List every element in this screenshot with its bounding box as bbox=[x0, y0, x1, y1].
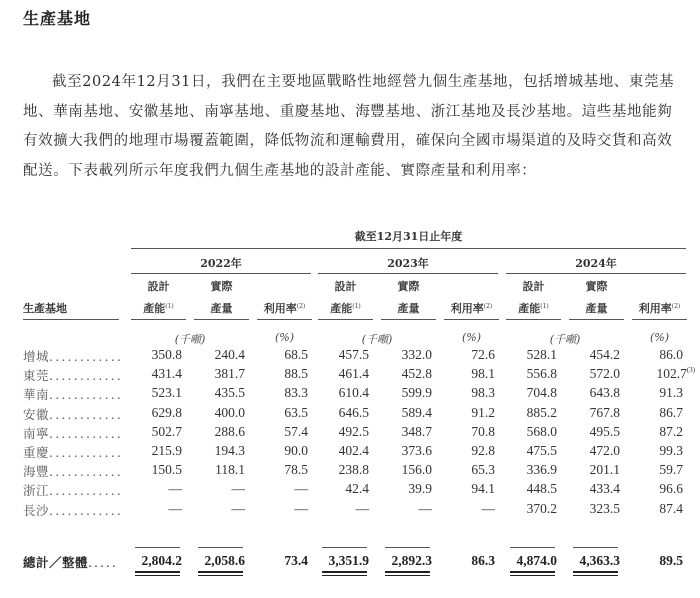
cell-value: 448.5 bbox=[526, 481, 557, 496]
unit-thousand-tonnes: (千噸) bbox=[549, 333, 581, 346]
cell-value: 348.7 bbox=[401, 424, 432, 439]
column-header-line1: 實際 bbox=[585, 280, 608, 293]
cell-value: 70.8 bbox=[471, 424, 495, 439]
cell-value: 215.9 bbox=[151, 443, 182, 458]
cell-value: — bbox=[168, 501, 182, 516]
table-cell bbox=[506, 462, 557, 478]
table-cell bbox=[318, 462, 369, 478]
table-cell bbox=[131, 501, 182, 517]
subtotal-rule bbox=[510, 547, 555, 548]
table-cell bbox=[257, 501, 308, 517]
table-cell bbox=[632, 501, 683, 517]
base-name: 安徽 bbox=[23, 407, 50, 422]
subtotal-rule bbox=[135, 547, 180, 548]
cell-value: 572.0 bbox=[589, 366, 620, 381]
double-underline-thick bbox=[135, 571, 180, 573]
column-header bbox=[506, 277, 561, 319]
column-header-label: 產量 bbox=[397, 302, 420, 315]
column-header-label: 產量 bbox=[210, 302, 233, 315]
table-cell bbox=[194, 501, 245, 517]
table-cell bbox=[257, 385, 308, 401]
table-cell bbox=[194, 443, 245, 459]
cell-value: 63.5 bbox=[284, 405, 308, 420]
column-header-label: 產量 bbox=[585, 302, 608, 315]
table-cell bbox=[131, 347, 182, 363]
cell-value: 461.4 bbox=[338, 366, 369, 381]
cell-value: 381.7 bbox=[214, 366, 245, 381]
double-underline-thin bbox=[510, 575, 555, 576]
column-header-underline bbox=[632, 319, 687, 320]
column-header-line2 bbox=[444, 297, 499, 319]
table-cell bbox=[506, 481, 557, 497]
column-header bbox=[569, 277, 624, 319]
column-header-underline bbox=[444, 319, 499, 320]
footnote-marker: (2) bbox=[671, 303, 681, 310]
column-header-underline bbox=[131, 319, 186, 320]
table-cell bbox=[569, 481, 620, 497]
total-cell: 2,058.6 bbox=[204, 553, 245, 568]
base-name: 浙江 bbox=[23, 483, 50, 498]
leader-dots: ..... bbox=[88, 555, 118, 570]
table-cell bbox=[257, 462, 308, 478]
column-header-line1 bbox=[632, 277, 687, 297]
cell-value: 704.8 bbox=[526, 385, 557, 400]
unit-percent: (%) bbox=[461, 331, 482, 344]
column-header-line2 bbox=[257, 297, 312, 319]
cell-value: 472.0 bbox=[589, 443, 620, 458]
column-header bbox=[444, 277, 499, 319]
cell-value: 86.0 bbox=[659, 347, 683, 362]
table-cell bbox=[257, 481, 308, 497]
cell-value: 350.8 bbox=[151, 347, 182, 362]
column-header bbox=[131, 277, 186, 319]
row-label bbox=[23, 366, 123, 384]
table-cell bbox=[257, 347, 308, 363]
footnote-marker: (2) bbox=[483, 303, 493, 310]
table-cell bbox=[318, 481, 369, 497]
table-cell bbox=[632, 443, 683, 459]
table-cell bbox=[131, 443, 182, 459]
cell-value: 332.0 bbox=[401, 347, 432, 362]
table-cell bbox=[569, 501, 620, 517]
column-header-underline bbox=[381, 319, 436, 320]
column-header-line1: 設計 bbox=[334, 280, 357, 293]
column-header bbox=[381, 277, 436, 319]
cell-value: 92.8 bbox=[471, 443, 495, 458]
table-cell bbox=[632, 424, 683, 440]
row-label bbox=[23, 424, 123, 442]
total-cell: 73.4 bbox=[284, 553, 308, 568]
column-header-line1: 設計 bbox=[147, 280, 170, 293]
cell-value: 610.4 bbox=[338, 385, 369, 400]
table-cell bbox=[194, 481, 245, 497]
double-underline-thin bbox=[322, 575, 367, 576]
cell-value: — bbox=[355, 501, 369, 516]
footnote-marker: (2) bbox=[296, 303, 306, 310]
cell-value: 643.8 bbox=[589, 385, 620, 400]
table-cell bbox=[381, 366, 432, 382]
cell-value: 629.8 bbox=[151, 405, 182, 420]
cell-value: 336.9 bbox=[526, 462, 557, 477]
table-cell bbox=[444, 462, 495, 478]
total-cell: 86.3 bbox=[471, 553, 495, 568]
base-name: 長沙 bbox=[23, 503, 50, 518]
table-cell bbox=[569, 424, 620, 440]
label-header-underline bbox=[23, 319, 119, 320]
table-cell bbox=[131, 405, 182, 421]
table-cell bbox=[194, 424, 245, 440]
cell-value: 65.3 bbox=[471, 462, 495, 477]
row-label bbox=[23, 347, 123, 365]
table-cell bbox=[638, 366, 695, 382]
table-cell bbox=[632, 347, 683, 363]
cell-value: 194.3 bbox=[214, 443, 245, 458]
cell-value: 99.3 bbox=[659, 443, 683, 458]
footnote-marker: (1) bbox=[540, 303, 549, 310]
table-cell bbox=[506, 385, 557, 401]
table-cell bbox=[194, 366, 245, 382]
cell-value: 96.6 bbox=[659, 481, 683, 496]
row-label bbox=[23, 501, 123, 519]
cell-value: 646.5 bbox=[338, 405, 369, 420]
table-cell bbox=[506, 501, 557, 517]
total-label bbox=[23, 553, 118, 571]
table-cell bbox=[444, 366, 495, 382]
cell-value: 767.8 bbox=[589, 405, 620, 420]
column-header-underline bbox=[506, 319, 561, 320]
table-cell bbox=[506, 405, 557, 421]
table-cell bbox=[444, 443, 495, 459]
column-header bbox=[318, 277, 373, 319]
total-cell: 3,351.9 bbox=[328, 553, 369, 568]
cell-value: 433.4 bbox=[589, 481, 620, 496]
table-cell bbox=[318, 443, 369, 459]
row-label bbox=[23, 443, 123, 461]
cell-value: — bbox=[231, 501, 245, 516]
footnote-marker: (1) bbox=[352, 303, 361, 310]
column-header-label: 利用率 bbox=[450, 302, 484, 315]
cell-value: 87.2 bbox=[659, 424, 683, 439]
column-header-label: 利用率 bbox=[263, 302, 297, 315]
table-cell bbox=[444, 385, 495, 401]
column-header-underline bbox=[257, 319, 312, 320]
table-cell bbox=[632, 481, 683, 497]
year-underline bbox=[506, 273, 686, 274]
cell-value: — bbox=[418, 501, 432, 516]
table-cell bbox=[131, 366, 182, 382]
table-cell bbox=[444, 405, 495, 421]
double-underline-thin bbox=[573, 575, 618, 576]
column-header-line1 bbox=[444, 277, 499, 297]
cell-value: 118.1 bbox=[215, 462, 245, 477]
cell-value: 150.5 bbox=[151, 462, 182, 477]
table-cell bbox=[257, 424, 308, 440]
total-cell: 4,363.3 bbox=[579, 553, 620, 568]
cell-value: 68.5 bbox=[284, 347, 308, 362]
column-header-underline bbox=[569, 319, 624, 320]
year-header: 2022年 bbox=[200, 257, 242, 270]
column-header-line2 bbox=[381, 297, 436, 319]
double-underline-thick bbox=[573, 571, 618, 573]
column-header-label: 產能 bbox=[330, 302, 353, 315]
cell-value: 885.2 bbox=[526, 405, 557, 420]
cell-value: 59.7 bbox=[659, 462, 683, 477]
base-name: 海豐 bbox=[23, 464, 50, 479]
cell-value: 452.8 bbox=[401, 366, 432, 381]
cell-value: 86.7 bbox=[659, 405, 683, 420]
table-cell bbox=[381, 347, 432, 363]
table-cell bbox=[131, 481, 182, 497]
column-header-line2 bbox=[194, 297, 249, 319]
table-cell bbox=[506, 443, 557, 459]
leader-dots: ............ bbox=[49, 387, 124, 402]
table-cell bbox=[444, 501, 495, 517]
row-label bbox=[23, 462, 123, 480]
cell-value: 402.4 bbox=[338, 443, 369, 458]
cell-value: 528.1 bbox=[526, 347, 557, 362]
cell-value: 156.0 bbox=[401, 462, 432, 477]
table-cell bbox=[194, 347, 245, 363]
double-underline-thin bbox=[385, 575, 430, 576]
table-cell bbox=[632, 385, 683, 401]
column-header-label: 產能 bbox=[143, 302, 166, 315]
unit-percent: (%) bbox=[649, 331, 670, 344]
table-cell bbox=[569, 443, 620, 459]
leader-dots: ............ bbox=[49, 445, 124, 460]
subtotal-rule bbox=[198, 547, 243, 548]
table-cell bbox=[318, 347, 369, 363]
column-header-label: 利用率 bbox=[638, 302, 672, 315]
cell-value: 492.5 bbox=[338, 424, 369, 439]
double-underline-thin bbox=[135, 575, 180, 576]
column-header bbox=[194, 277, 249, 319]
base-name: 南寧 bbox=[23, 426, 50, 441]
total-cell: 2,804.2 bbox=[141, 553, 182, 568]
year-header: 2024年 bbox=[575, 257, 617, 270]
table-cell bbox=[318, 405, 369, 421]
cell-value: 502.7 bbox=[151, 424, 182, 439]
column-header-line2 bbox=[632, 297, 687, 319]
double-underline-thick bbox=[510, 571, 555, 573]
column-header bbox=[632, 277, 687, 319]
leader-dots: ............ bbox=[49, 349, 124, 364]
unit-thousand-tonnes: (千噸) bbox=[361, 333, 393, 346]
cell-value: 475.5 bbox=[526, 443, 557, 458]
table-cell bbox=[194, 405, 245, 421]
column-header-line2 bbox=[131, 297, 186, 319]
unit-thousand-tonnes: (千噸) bbox=[174, 333, 206, 346]
total-cell: 89.5 bbox=[659, 553, 683, 568]
table-cell bbox=[381, 501, 432, 517]
total-cell: 2,892.3 bbox=[391, 553, 432, 568]
table-cell bbox=[444, 481, 495, 497]
total-name: 總計／整體 bbox=[23, 555, 89, 570]
base-name: 增城 bbox=[23, 349, 50, 364]
table-cell bbox=[257, 366, 308, 382]
table-cell bbox=[194, 385, 245, 401]
cell-value: 88.5 bbox=[284, 366, 308, 381]
table-cell bbox=[569, 347, 620, 363]
table-cell bbox=[318, 424, 369, 440]
table-cell bbox=[381, 462, 432, 478]
column-header-line1: 設計 bbox=[522, 280, 545, 293]
table-cell bbox=[569, 385, 620, 401]
table-cell bbox=[444, 347, 495, 363]
cell-value: 589.4 bbox=[401, 405, 432, 420]
intro-paragraph-text: 截至2024年12月31日，我們在主要地區戰略性地經營九個生產基地，包括增城基地、東莞基地、華南基地、安徽基地、南寧基地、重慶基地、海豐基地、浙江基地及長沙基地。這些基地能夠有效擴大我們的地理市場覆蓋範圍，降低物流和運輸費用，確保向全國市場渠道的及時交貨和高效配送。下表載列所示年度我們九個生產基地的設計產能、實際產量和利用率： bbox=[23, 74, 675, 179]
table-cell bbox=[257, 443, 308, 459]
cell-value: 370.2 bbox=[526, 501, 557, 516]
table-cell bbox=[381, 405, 432, 421]
double-underline-thick bbox=[322, 571, 367, 573]
label-header: 生產基地 bbox=[23, 302, 67, 315]
cell-value: 599.9 bbox=[401, 385, 432, 400]
base-name: 重慶 bbox=[23, 445, 50, 460]
column-header-line1: 實際 bbox=[397, 280, 420, 293]
cell-value: 238.8 bbox=[338, 462, 369, 477]
column-header-line1: 實際 bbox=[210, 280, 233, 293]
cell-value: 72.6 bbox=[471, 347, 495, 362]
cell-value: 39.9 bbox=[408, 481, 432, 496]
cell-value: 568.0 bbox=[526, 424, 557, 439]
cell-value: 240.4 bbox=[214, 347, 245, 362]
double-underline-thick bbox=[385, 571, 430, 573]
cell-value: 201.1 bbox=[589, 462, 620, 477]
column-header-line2 bbox=[569, 297, 624, 319]
year-underline bbox=[131, 273, 311, 274]
period-header: 截至12月31日止年度 bbox=[354, 230, 463, 243]
column-header bbox=[257, 277, 312, 319]
cell-value: 431.4 bbox=[151, 366, 182, 381]
table-cell bbox=[506, 366, 557, 382]
cell-value: 94.1 bbox=[471, 481, 495, 496]
table-cell bbox=[381, 424, 432, 440]
cell-value: — bbox=[294, 481, 308, 496]
table-cell bbox=[381, 481, 432, 497]
table-cell bbox=[381, 385, 432, 401]
table-cell bbox=[632, 462, 683, 478]
column-header-line1 bbox=[257, 277, 312, 297]
table-cell bbox=[444, 424, 495, 440]
leader-dots: ............ bbox=[49, 464, 124, 479]
cell-value: — bbox=[481, 501, 495, 516]
cell-value: — bbox=[231, 481, 245, 496]
cell-value: 90.0 bbox=[284, 443, 308, 458]
cell-value: 495.5 bbox=[589, 424, 620, 439]
leader-dots: ............ bbox=[49, 483, 124, 498]
year-header: 2023年 bbox=[387, 257, 429, 270]
leader-dots: ............ bbox=[49, 426, 124, 441]
cell-value: 523.1 bbox=[151, 385, 182, 400]
table-cell bbox=[131, 385, 182, 401]
cell-value: 83.3 bbox=[284, 385, 308, 400]
table-cell bbox=[131, 424, 182, 440]
row-label bbox=[23, 405, 123, 423]
double-underline-thin bbox=[198, 575, 243, 576]
table-cell bbox=[569, 405, 620, 421]
table-cell bbox=[318, 385, 369, 401]
cell-value: — bbox=[168, 481, 182, 496]
leader-dots: ............ bbox=[49, 503, 124, 518]
column-header-underline bbox=[318, 319, 373, 320]
cell-value: 457.5 bbox=[338, 347, 369, 362]
unit-percent: (%) bbox=[274, 331, 295, 344]
cell-value: 98.1 bbox=[471, 366, 495, 381]
base-name: 華南 bbox=[23, 387, 50, 402]
cell-value: 78.5 bbox=[284, 462, 308, 477]
cell-value: 454.2 bbox=[589, 347, 620, 362]
cell-value: 91.3 bbox=[659, 385, 683, 400]
column-header-label: 產能 bbox=[518, 302, 541, 315]
table-cell bbox=[506, 424, 557, 440]
footnote-marker: (1) bbox=[165, 303, 174, 310]
cell-value: 288.6 bbox=[214, 424, 245, 439]
subtotal-rule bbox=[322, 547, 367, 548]
cell-value: 42.4 bbox=[345, 481, 369, 496]
total-cell: 4,874.0 bbox=[516, 553, 557, 568]
column-header-line2 bbox=[318, 297, 373, 319]
subtotal-rule bbox=[385, 547, 430, 548]
cell-value: 373.6 bbox=[401, 443, 432, 458]
cell-value: 102.7 bbox=[656, 366, 687, 381]
cell-value: 98.3 bbox=[471, 385, 495, 400]
cell-value: 323.5 bbox=[589, 501, 620, 516]
column-header-line2 bbox=[506, 297, 561, 319]
table-cell bbox=[318, 366, 369, 382]
column-header-underline bbox=[194, 319, 249, 320]
table-cell bbox=[632, 405, 683, 421]
subtotal-rule bbox=[573, 547, 618, 548]
table-cell bbox=[569, 462, 620, 478]
cell-value: 435.5 bbox=[214, 385, 245, 400]
table-cell bbox=[381, 443, 432, 459]
table-cell bbox=[318, 501, 369, 517]
double-underline-thick bbox=[198, 571, 243, 573]
cell-value: 57.4 bbox=[284, 424, 308, 439]
cell-value: — bbox=[294, 501, 308, 516]
row-label bbox=[23, 385, 123, 403]
cell-value: 87.4 bbox=[659, 501, 683, 516]
table-cell bbox=[257, 405, 308, 421]
year-underline bbox=[318, 273, 498, 274]
section-title: 生產基地 bbox=[23, 9, 92, 28]
leader-dots: ............ bbox=[49, 368, 124, 383]
cell-value: 556.8 bbox=[526, 366, 557, 381]
cell-value: 400.0 bbox=[214, 405, 245, 420]
base-name: 東莞 bbox=[23, 368, 50, 383]
table-cell bbox=[131, 462, 182, 478]
table-cell bbox=[506, 347, 557, 363]
table-cell bbox=[194, 462, 245, 478]
table-cell bbox=[569, 366, 620, 382]
row-label bbox=[23, 481, 123, 499]
leader-dots: ............ bbox=[49, 407, 124, 422]
period-underline bbox=[131, 248, 686, 249]
cell-value: 91.2 bbox=[471, 405, 495, 420]
footnote-marker: (3) bbox=[686, 366, 695, 374]
